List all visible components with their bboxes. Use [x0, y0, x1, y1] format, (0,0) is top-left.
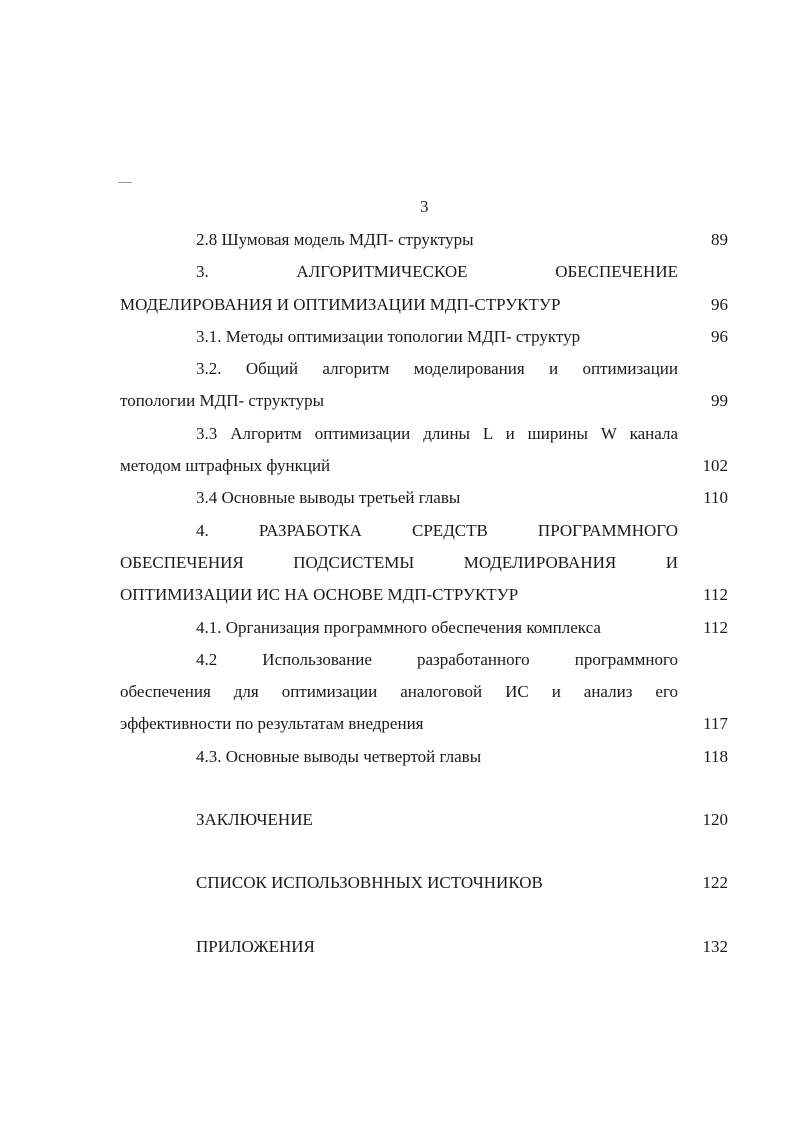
toc-entry-3-3	[120, 418, 728, 483]
toc-entry-4-1	[120, 612, 728, 644]
toc-entry-page: 122	[702, 873, 728, 893]
toc-entry-references	[120, 867, 728, 899]
toc-entry-title: СПИСОК ИСПОЛЬЗОВННЫХ ИСТОЧНИКОВ	[196, 873, 543, 893]
toc-entry-3-2	[120, 353, 728, 418]
toc-entry-page: 99	[711, 391, 728, 411]
toc-entry-4-3	[120, 741, 728, 773]
toc-entry-title-line-3: ОПТИМИЗАЦИИ ИС НА ОСНОВЕ МДП-СТРУКТУР	[120, 585, 519, 605]
toc-entry-chapter-4	[120, 515, 728, 612]
page-number: 3	[420, 197, 429, 216]
toc-entry-title-line-2: обеспечения для оптимизации аналоговой ИС и анализ его	[120, 682, 678, 702]
toc-entry-title: 2.8 Шумовая модель МДП- структуры	[196, 230, 474, 249]
toc-entry-page: 120	[702, 810, 728, 830]
toc-entry-page: 117	[703, 714, 728, 734]
toc-entry-appendix	[120, 931, 728, 963]
toc-entry-title-line-1: 4. РАЗРАБОТКА СРЕДСТВ ПРОГРАММНОГО	[196, 520, 678, 540]
toc-entry-4-2	[120, 644, 728, 741]
toc-entry-page: 102	[702, 456, 728, 476]
toc-entry-page: 112	[703, 585, 728, 605]
toc-entry-title-line-1: 4.2 Использование разработанного программного	[196, 649, 678, 669]
toc-entry-conclusion	[120, 804, 728, 836]
toc-entry-title-line-1: 3. АЛГОРИТМИЧЕСКОЕ ОБЕСПЕЧЕНИЕ	[196, 262, 678, 282]
toc-entry-title-line-1: 3.2. Общий алгоритм моделирования и оптимизации	[196, 359, 678, 379]
toc-entry-title-line-2: методом штрафных функций	[120, 456, 331, 476]
toc-entry-page: 96	[711, 326, 728, 346]
scan-mark	[118, 182, 132, 183]
toc-entry-page: 96	[711, 294, 728, 314]
toc-entry-page: 132	[702, 936, 728, 956]
toc-entry-chapter-3	[120, 256, 728, 321]
toc-entry-title: 4.3. Основные выводы четвертой главы	[196, 746, 482, 766]
toc-entry-3-4	[120, 482, 728, 514]
toc-entry-title-line-3: эффективности по результатам внедрения	[120, 714, 424, 734]
toc-entry-2-8	[120, 224, 728, 256]
toc-entry-title: ЗАКЛЮЧЕНИЕ	[196, 810, 313, 830]
table-of-contents	[120, 224, 728, 963]
toc-entry-title: 3.1. Методы оптимизации топологии МДП- структур	[196, 326, 581, 346]
toc-entry-title: 3.4 Основные выводы третьей главы	[196, 488, 461, 508]
toc-entry-title: ПРИЛОЖЕНИЯ	[196, 936, 315, 956]
toc-entry-title: 4.1. Организация программного обеспечения комплекса	[196, 617, 601, 637]
toc-entry-3-1	[120, 321, 728, 353]
toc-entry-title-line-2: МОДЕЛИРОВАНИЯ И ОПТИМИЗАЦИИ МДП-СТРУКТУР	[120, 294, 561, 314]
toc-entry-title-line-2: ОБЕСПЕЧЕНИЯ ПОДСИСТЕМЫ МОДЕЛИРОВАНИЯ И	[120, 552, 678, 572]
toc-entry-page: 112	[703, 617, 728, 637]
toc-entry-page: 118	[703, 746, 728, 766]
toc-entry-page: 110	[703, 488, 728, 508]
toc-entry-title-line-2: топологии МДП- структуры	[120, 391, 324, 411]
toc-entry-title-line-1: 3.3 Алгоритм оптимизации длины L и ширины W канала	[196, 423, 678, 443]
toc-entry-page: 89	[711, 230, 728, 249]
